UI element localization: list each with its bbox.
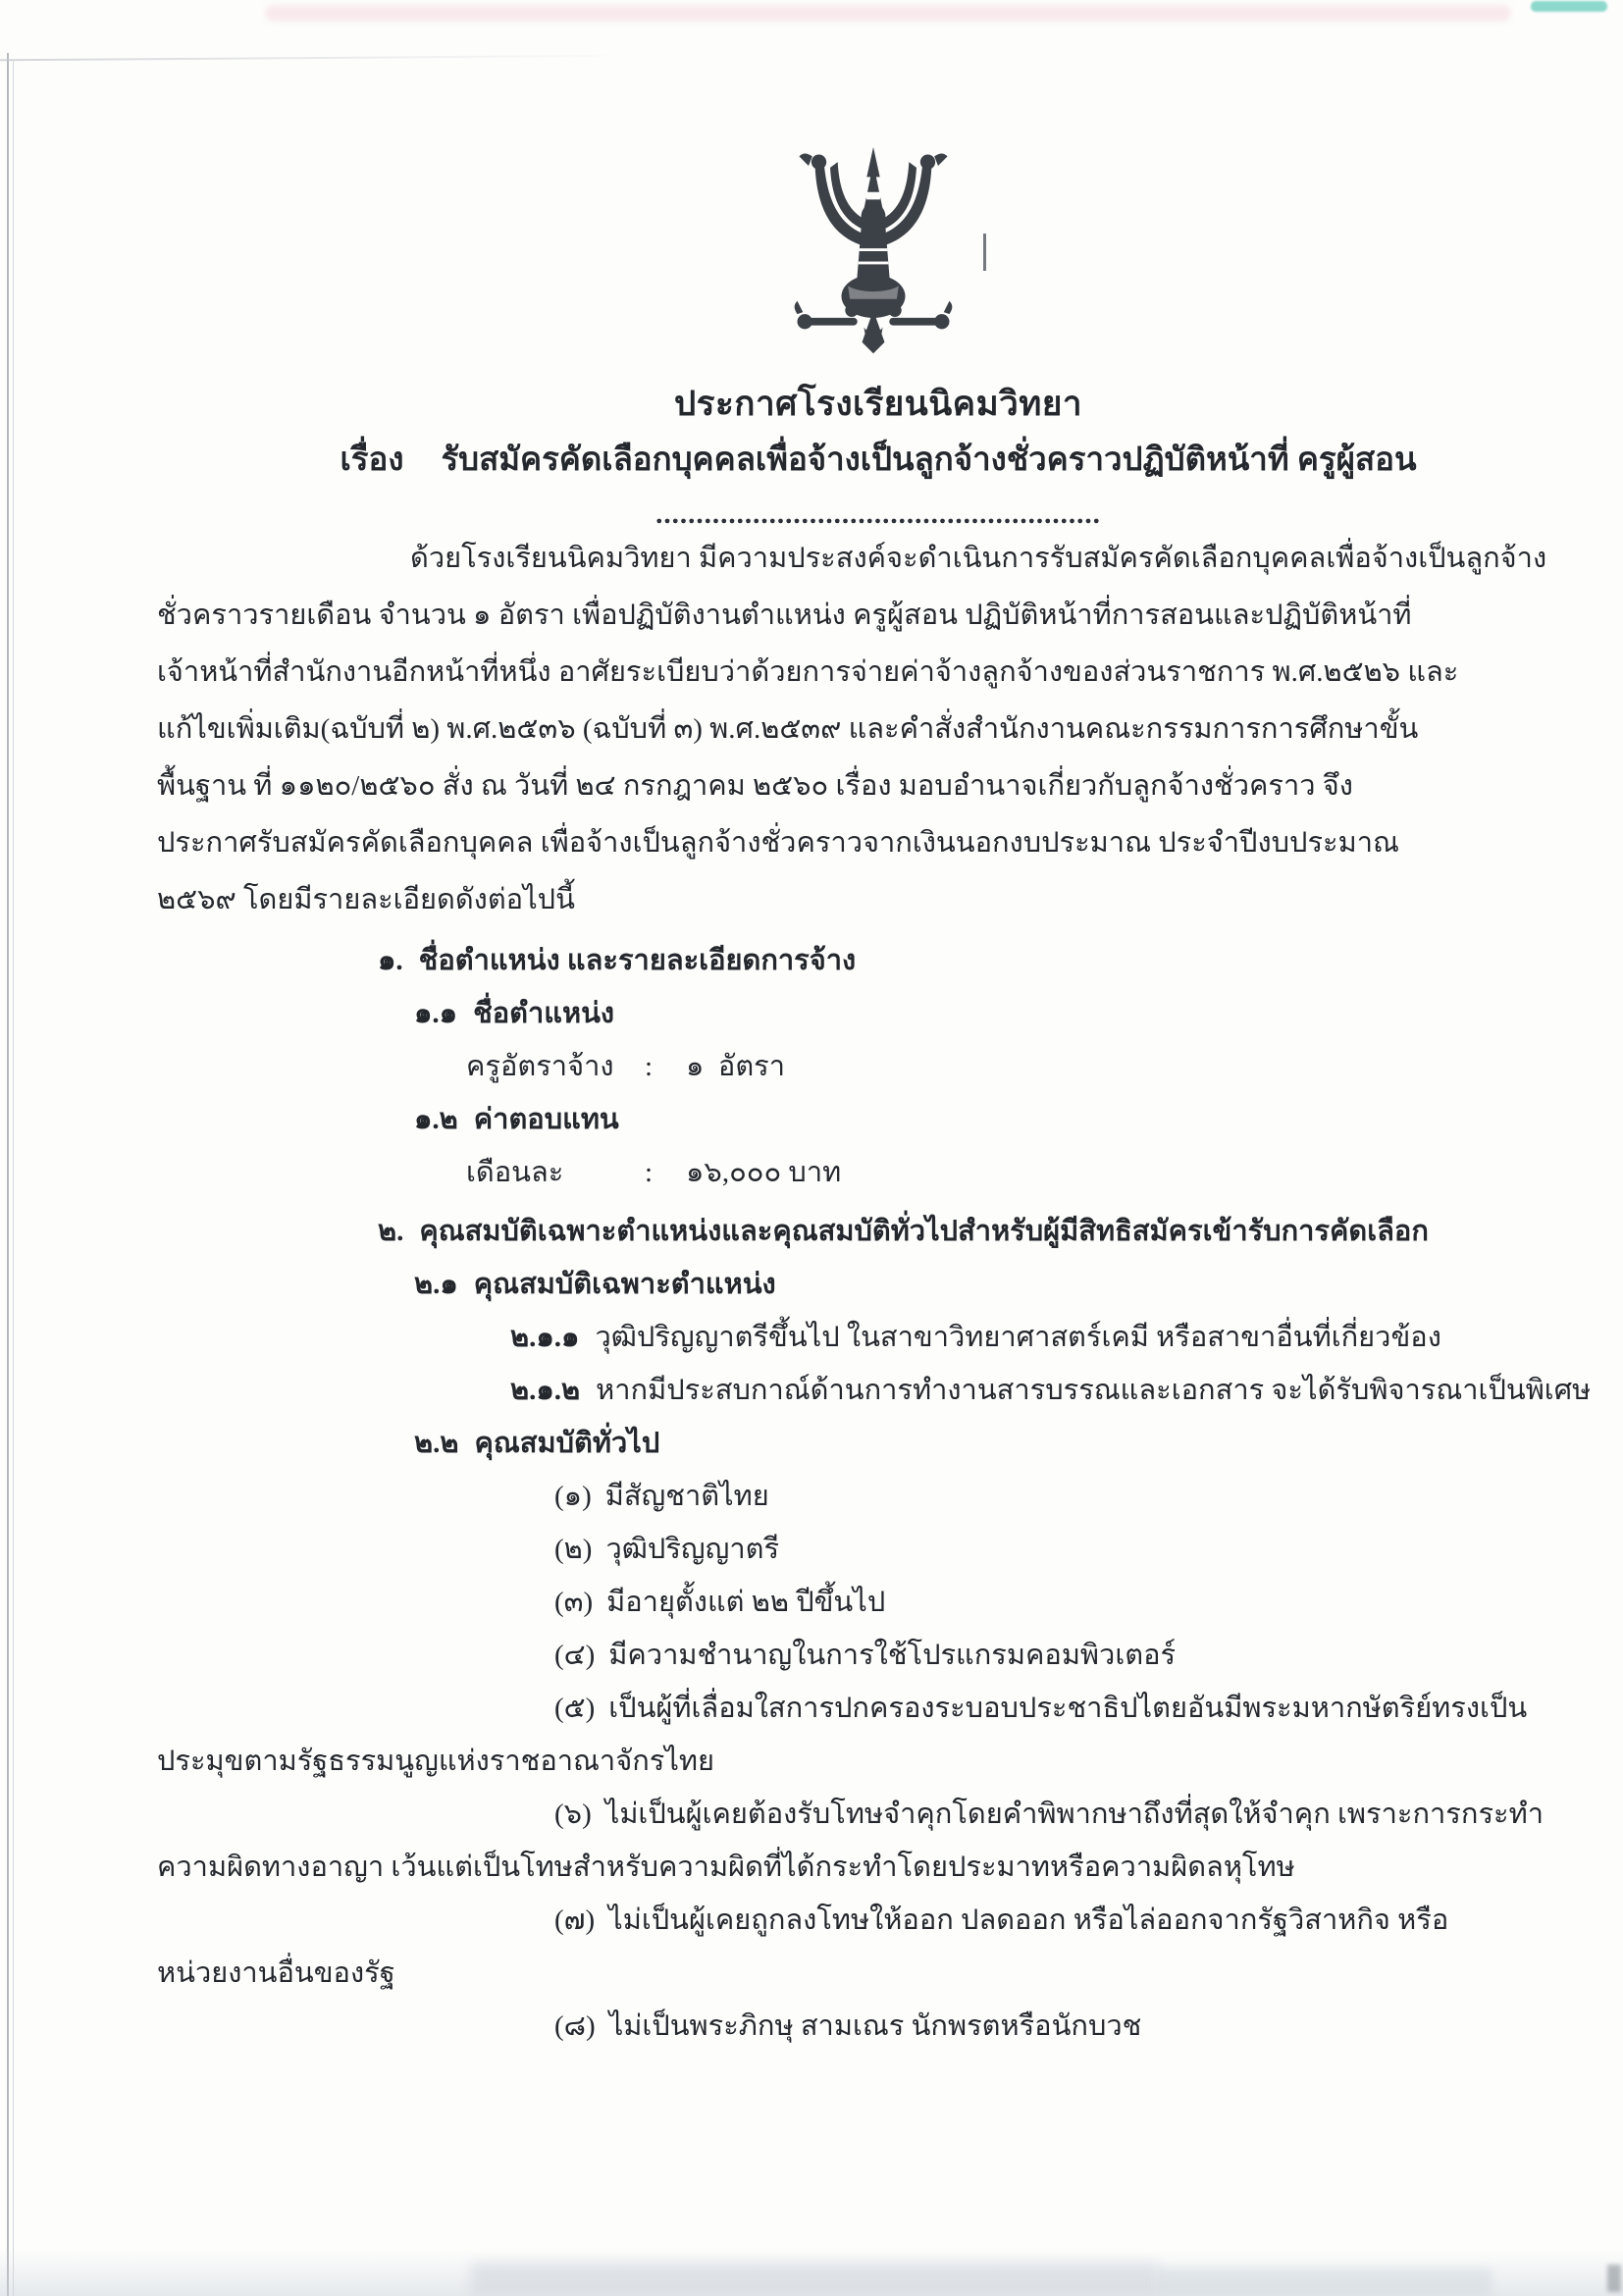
row-label: เดือนละ [466,1157,564,1188]
section-1-2-heading [157,1093,1472,1146]
item-text: มีความชำนาญในการใช้โปรแกรมคอมพิวเตอร์ [608,1640,1177,1671]
section-title: ค่าตอบแทน [473,1104,619,1135]
general-qualification-item [157,1629,1472,1682]
section-title: คุณสมบัติเฉพาะตำแหน่ง [473,1269,776,1300]
item-number: (๓) [554,1587,594,1618]
item-number: (๔) [554,1640,596,1671]
item-number: (๗) [554,1905,596,1936]
divider-dots: ....................................................... [655,498,1101,530]
item-number: (๖) [554,1799,592,1830]
general-qualification-continuation: ประมุขตามรัฐธรรมนูญแห่งราชอาณาจักรไทย [157,1746,715,1777]
section-number: ๒.๑ [414,1269,458,1300]
section-1-1-heading [157,987,1472,1040]
intro-line: พื้นฐาน ที่ ๑๑๒๐/๒๕๖๐ สั่ง ณ วันที่ ๒๔ กรกฎาคม ๒๕๖๐ เรื่อง มอบอำนาจเกี่ยวกับลูกจ้างชั่วคราว จึง [157,770,1353,802]
intro-line: ๒๕๖๙ โดยมีรายละเอียดดังต่อไปนี้ [157,884,575,915]
intro-line: เจ้าหน้าที่สำนักงานอีกหน้าที่หนึ่ง อาศัยระเบียบว่าด้วยการจ่ายค่าจ้างลูกจ้างของส่วนราชการ พ.ศ.๒๕๒๖ และ [157,656,1459,688]
document-title: ประกาศโรงเรียนนิคมวิทยา [673,385,1083,423]
section-2-heading [157,1205,1472,1258]
general-qualification-continuation: ความผิดทางอาญา เว้นแต่เป็นโทษสำหรับความผิดที่ได้กระทำโดยประมาทหรือความผิดลหุโทษ [157,1852,1295,1883]
section-number: ๑.๑ [414,998,458,1029]
general-qualification-item [157,1523,1472,1576]
general-qualification-item [157,1682,1528,1735]
row-colon: : [645,1051,654,1082]
scan-bleed-blob [1158,2269,1492,2296]
section-number: ๒. [378,1216,404,1247]
item-text: วุฒิปริญญาตรี [605,1534,780,1565]
scan-hairline [0,55,628,61]
item-number: (๑) [554,1481,592,1512]
subject-label: เรื่อง [340,443,404,478]
item-text: มีสัญชาติไทย [604,1481,769,1512]
scan-artifact-pink-band [265,5,1511,22]
document-body [157,530,1592,2053]
scan-stray-mark [983,234,986,271]
general-qualification-item [157,1470,1472,1523]
intro-line: แก้ไขเพิ่มเติม(ฉบับที่ ๒) พ.ศ.๒๕๓๖ (ฉบับที่ ๓) พ.ศ.๒๕๓๙ และคำสั่งสำนักงานคณะกรรมการการศึกษาขั้น [157,713,1419,745]
item-number: (๘) [554,2010,596,2042]
row-value: ๑๖,๐๐๐ บาท [686,1157,842,1188]
item-number: (๕) [554,1693,596,1724]
section-title: คุณสมบัติทั่วไป [474,1428,660,1459]
section-title: คุณสมบัติเฉพาะตำแหน่งและคุณสมบัติทั่วไปสำหรับผู้มีสิทธิสมัครเข้ารับการคัดเลือก [419,1216,1429,1247]
general-qualification-item [157,1576,1472,1629]
item-number: ๒.๑.๒ [510,1375,581,1406]
item-text: ไม่เป็นผู้เคยถูกลงโทษให้ออก ปลดออก หรือไล่ออกจากรัฐวิสาหกิจ หรือ [608,1905,1449,1936]
general-qualification-item [157,1788,1544,1841]
garuda-emblem-icon [773,143,973,359]
item-number: ๒.๑.๑ [510,1322,580,1353]
document-subject [157,434,1599,487]
intro-line: ประกาศรับสมัครคัดเลือกบุคคล เพื่อจ้างเป็นลูกจ้างชั่วคราวจากเงินนอกงบประมาณ ประจำปีงบประมาณ [157,827,1399,859]
item-text: หากมีประสบกาณ์ด้านการทำงานสารบรรณและเอกสาร จะได้รับพิจารณาเป็นพิเศษ [596,1375,1592,1406]
general-qualification-continuation: หน่วยงานอื่นของรัฐ [157,1957,395,1989]
item-text: ไม่เป็นผู้เคยต้องรับโทษจำคุกโดยคำพิพากษาถึงที่สุดให้จำคุก เพราะการกระทำ [604,1799,1544,1830]
scan-artifact-teal-mark [1531,1,1607,12]
document-header [157,379,1599,534]
section-title: ชื่อตำแหน่ง [473,998,615,1029]
qualification-item [157,1311,1472,1364]
scan-bleed-blob [471,2263,1158,2296]
intro-line: ชั่วคราวรายเดือน จำนวน ๑ อัตรา เพื่อปฏิบัติงานตำแหน่ง ครูผู้สอน ปฏิบัติหน้าที่การสอนและปฏิบัติหน้าที่ [157,600,1412,631]
section-2-2-heading [157,1417,1472,1470]
section-1-heading [157,934,1472,987]
scan-edge-line [7,53,9,2296]
position-row [157,1040,1472,1093]
row-label: ครูอัตราจ้าง [466,1051,614,1082]
item-text: วุฒิปริญญาตรีขึ้นไป ในสาขาวิทยาศาสตร์เคมี หรือสาขาอื่นที่เกี่ยวข้อง [595,1322,1441,1353]
row-colon: : [645,1157,654,1188]
item-text: เป็นผู้ที่เลื่อมใสการปกครองระบอบประชาธิปไตยอันมีพระมหากษัตริย์ทรงเป็น [608,1693,1528,1724]
item-text: มีอายุตั้งแต่ ๒๒ ปีขึ้นไป [606,1587,886,1618]
intro-line: ด้วยโรงเรียนนิคมวิทยา มีความประสงค์จะดำเนินการรับสมัครคัดเลือกบุคคลเพื่อจ้างเป็นลูกจ้าง [410,543,1547,574]
section-title: ชื่อตำแหน่ง และรายละเอียดการจ้าง [418,945,857,976]
item-number: (๒) [554,1534,593,1565]
general-qualification-item [157,1894,1472,1947]
section-number: ๒.๒ [414,1428,459,1459]
qualification-item [157,1364,1592,1417]
section-2-1-heading [157,1258,1472,1311]
salary-row [157,1146,1472,1199]
item-text: ไม่เป็นพระภิกษุ สามเณร นักพรตหรือนักบวช [608,2010,1142,2042]
subject-text: รับสมัครคัดเลือกบุคคลเพื่อจ้างเป็นลูกจ้างชั่วคราวปฏิบัติหน้าที่ ครูผู้สอน [441,443,1417,478]
scan-corner-mark [1607,2265,1621,2292]
scan-edge-line-light [13,61,14,2296]
section-number: ๑. [378,945,403,976]
section-number: ๑.๒ [414,1104,458,1135]
row-value: ๑ อัตรา [686,1051,786,1082]
general-qualification-item [157,2000,1472,2053]
